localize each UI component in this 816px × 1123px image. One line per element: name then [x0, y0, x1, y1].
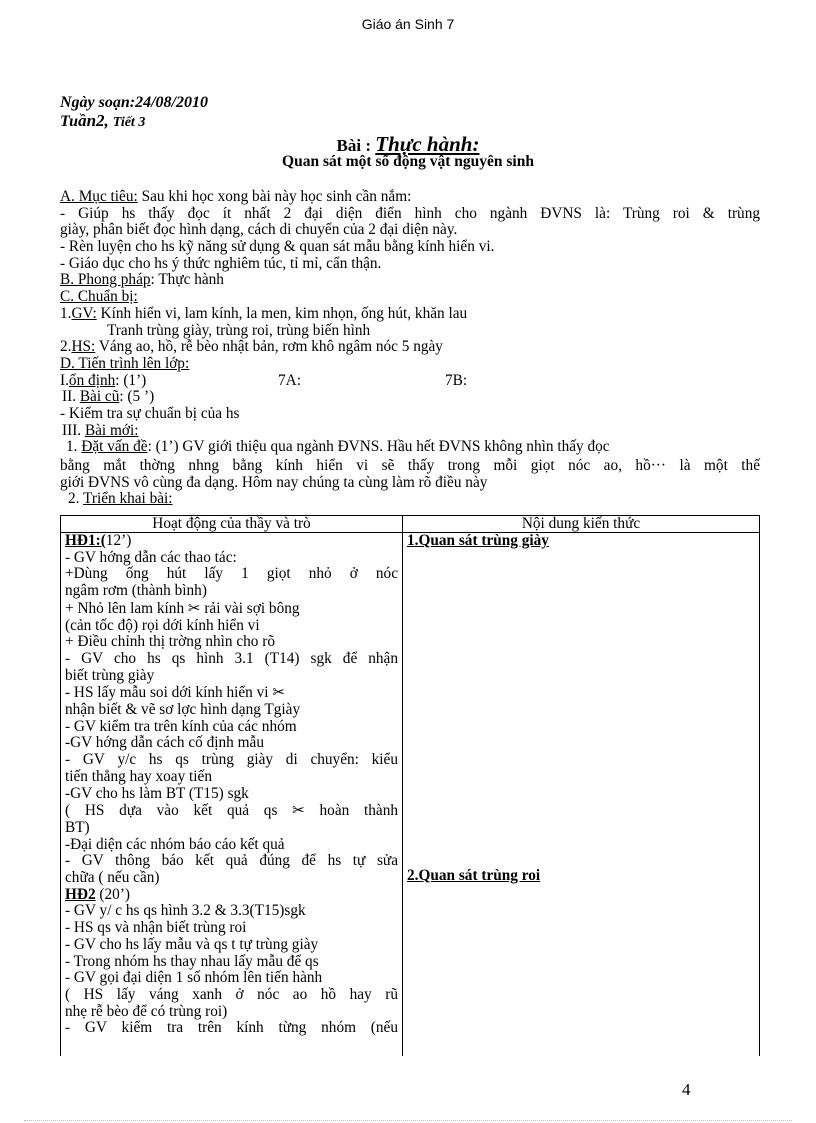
hd1-heading: HĐ1:(12’) [65, 532, 132, 549]
lesson-prefix: Bài : [336, 136, 372, 155]
section-a-line-2: giày, phân biết đọc hình dạng, cách di chuyển của 2 đại diện này. [60, 221, 458, 239]
section-c-heading: C. Chuẩn bị: [60, 288, 138, 306]
dat-van-de: 1. Đặt vấn đề: (1’) GV giới thiệu qua ngành ĐVNS. Hầu hết ĐVNS không nhìn thấy đọc [66, 438, 610, 456]
list-item: -Đại diện các nhóm báo cáo kết quả [65, 835, 285, 853]
list-item: ngâm rơm (thành bình) [65, 582, 207, 600]
list-item: - GV kiểm tra trên kính của các nhóm [65, 717, 297, 735]
dat-van-de-3: giới ĐVNS vô cùng đa dạng. Hôm nay chúng ta cùng làm rõ điều này [60, 473, 488, 491]
section-c-gv-2: Tranh trùng giày, trùng roi, trùng biến hình [107, 321, 371, 339]
bai-cu-text: - Kiểm tra sự chuẩn bị của hs [60, 404, 240, 422]
bai-moi: III. Bài mới: [62, 421, 139, 439]
list-item: -GV hớng dẫn cách cố định mẫu [65, 734, 264, 752]
section-a-line-3: - Rèn luyện cho hs kỹ năng sử dụng & quan sát mẫu bằng kính hiển vi. [60, 238, 495, 256]
trien-khai: 2. Triển khai bài: [68, 490, 173, 508]
list-item: - GV y/c hs qs trùng giày di chuyển: kiểu [65, 751, 398, 769]
header-content: Nội dung kiến thức [403, 516, 760, 533]
class-7a: 7A: [278, 371, 301, 389]
list-item: BT) [65, 818, 90, 836]
page-header: Giáo án Sinh 7 [361, 16, 455, 32]
content-heading-1: 1.Quan sát trùng giày [407, 532, 549, 549]
list-item: tiến thẳng hay xoay tiến [65, 767, 212, 785]
on-dinh: I.ổn định: (1’) 7A: 7B: [60, 371, 468, 389]
list-item: ( HS dựa vào kết quả qs ✂ hoàn thành [65, 801, 398, 820]
list-item: nhẹ rễ bèo để có trùng roi) [65, 1002, 228, 1020]
page-number: 4 [682, 1080, 691, 1099]
bai-cu: II. Bài cũ: (5 ’) [62, 388, 155, 406]
table-row [61, 533, 760, 1057]
list-item: + Nhỏ lên lam kính ✂ rải vài sợi bông [65, 598, 300, 617]
week-prefix: Tu [60, 113, 79, 130]
header-activities: Hoạt động của thầy và trò [61, 516, 403, 533]
list-item: +Dùng ống hút lấy 1 giọt nhỏ ở nóc [65, 565, 398, 583]
lesson-table [60, 515, 760, 1056]
list-item: - GV thông báo kết quả đúng để hs tự sửa [65, 852, 398, 870]
lesson-title-text: Thực hành: [375, 132, 480, 156]
scissors-icon: ✂ [272, 683, 285, 702]
list-item: - Trong nhóm hs thay nhau lấy mẫu để qs [65, 952, 319, 970]
list-item: - GV cho hs lấy mẫu và qs t tự trùng giày [65, 935, 319, 953]
lesson-subtitle: Quan sát một số động vật nguyên sinh [282, 153, 534, 170]
page-divider [24, 1120, 792, 1121]
preparation-date: Ngày soạn:24/08/2010 [60, 94, 208, 111]
class-7b: 7B: [445, 371, 468, 389]
list-item: - GV y/ c hs qs hình 3.2 & 3.3(T15)sgk [65, 902, 306, 920]
section-b: B. Phong pháp: Thực hành [60, 271, 224, 289]
list-item: + Điều chỉnh thị trờng nhìn cho rõ [65, 633, 276, 651]
list-item: - GV kiểm tra trên kính từng nhóm (nếu [65, 1019, 398, 1037]
section-a-heading: A. Mục tiêu: Sau khi học xong bài này học sinh cần nắm: [60, 188, 412, 205]
list-item: - HS lấy mẫu soi dới kính hiển vi ✂ [65, 683, 285, 702]
list-item: ( HS lấy váng xanh ở nóc ao hồ hay rũ [65, 985, 398, 1003]
list-item: - HS qs và nhận biết trùng roi [65, 919, 247, 937]
list-item: - GV gọi đại diện 1 số nhóm lên tiến hành [65, 969, 323, 987]
period: Tiết 3 [112, 115, 146, 130]
list-item: biết trùng giày [65, 666, 155, 684]
section-a-line-4: - Giáo dục cho hs ý thức nghiêm túc, tỉ mỉ, cẩn thận. [60, 254, 382, 272]
content-heading-2: 2.Quan sát trùng roi [407, 866, 541, 884]
section-c-gv: 1.GV: Kính hiển vi, lam kính, la men, kim nhọn, ống hút, khăn lau [60, 304, 468, 322]
list-item: (cản tốc độ) rọi dới kính hiển vi [65, 616, 260, 634]
scissors-icon: ✂ [187, 598, 201, 617]
lesson-body [60, 189, 760, 508]
list-item: nhận biết & vẽ sơ lợc hình dạng Tgiày [65, 701, 301, 719]
week-period [60, 111, 145, 131]
week-number: ần2, [78, 111, 109, 130]
list-item: - GV hớng dẫn các thao tác: [65, 548, 237, 566]
table-header-row [61, 516, 760, 533]
section-d-heading: D. Tiến trình lên lớp: [60, 354, 190, 372]
content-cell [403, 533, 760, 1057]
list-item: -GV cho hs làm BT (T15) sgk [65, 784, 249, 802]
list-item: chữa ( nếu cần) [65, 869, 160, 887]
list-item: - GV cho hs qs hình 3.1 (T14) sgk để nhận [65, 649, 398, 667]
dat-van-de-2: bằng mắt thờng nhng bằng kính hiển vi sẽ thấy trong mỗi giọt nóc ao, hồ··· là một thế [60, 457, 760, 474]
activities-cell [61, 533, 403, 1057]
section-c-hs: 2.HS: Váng ao, hồ, rễ bèo nhật bản, rơm khô ngâm nóc 5 ngày [60, 338, 443, 356]
scissors-icon: ✂ [292, 801, 305, 820]
section-a-line-1: - Giúp hs thấy đọc ít nhất 2 đại diện điển hình cho ngành ĐVNS là: Trùng roi & trùng [60, 204, 760, 222]
hd2-heading: HĐ2 (20’) [65, 885, 131, 903]
